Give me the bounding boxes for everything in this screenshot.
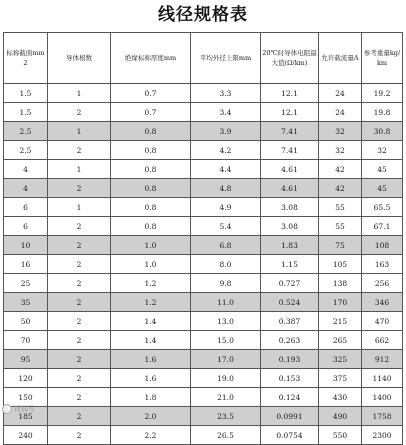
cell-reference-weight: 45 bbox=[362, 179, 403, 198]
cell-outer-diameter: 4.2 bbox=[191, 141, 261, 160]
table-header-row bbox=[4, 33, 403, 84]
cell-outer-diameter: 4.4 bbox=[191, 160, 261, 179]
cell-max-resistance: 0.153 bbox=[261, 369, 319, 388]
cell-conductor-count: 1 bbox=[48, 84, 111, 103]
watermark bbox=[2, 404, 35, 414]
cell-insulation-thickness: 1.6 bbox=[111, 350, 191, 369]
cell-insulation-thickness: 0.8 bbox=[111, 122, 191, 141]
table-row bbox=[4, 122, 403, 141]
cell-current-capacity: 55 bbox=[319, 217, 362, 236]
cell-reference-weight: 30.8 bbox=[362, 122, 403, 141]
cell-insulation-thickness: 0.7 bbox=[111, 103, 191, 122]
cell-current-capacity: 24 bbox=[319, 84, 362, 103]
cell-outer-diameter: 15.0 bbox=[191, 331, 261, 350]
cell-cross-section: 4 bbox=[4, 160, 48, 179]
cell-outer-diameter: 9.8 bbox=[191, 274, 261, 293]
header-max-resistance: 20℃时导体电阻最大值(Ω/km) bbox=[261, 33, 319, 84]
cell-cross-section: 2.5 bbox=[4, 141, 48, 160]
watermark-text: 搜狐号 bbox=[14, 405, 35, 413]
cell-cross-section: 6 bbox=[4, 217, 48, 236]
cell-outer-diameter: 17.0 bbox=[191, 350, 261, 369]
cell-current-capacity: 430 bbox=[319, 388, 362, 407]
cell-current-capacity: 32 bbox=[319, 141, 362, 160]
cell-outer-diameter: 3.9 bbox=[191, 122, 261, 141]
cell-current-capacity: 138 bbox=[319, 274, 362, 293]
table-row bbox=[4, 103, 403, 122]
cell-cross-section: 16 bbox=[4, 255, 48, 274]
cell-max-resistance: 0.263 bbox=[261, 331, 319, 350]
cell-max-resistance: 0.193 bbox=[261, 350, 319, 369]
page-title: 线径规格表 bbox=[158, 5, 248, 25]
cell-max-resistance: 7.41 bbox=[261, 122, 319, 141]
cell-cross-section: 1.5 bbox=[4, 103, 48, 122]
cell-current-capacity: 55 bbox=[319, 198, 362, 217]
cell-insulation-thickness: 1.0 bbox=[111, 255, 191, 274]
header-insulation-thickness: 绝缘标称厚度mm bbox=[111, 33, 191, 84]
cell-reference-weight: 662 bbox=[362, 331, 403, 350]
cell-max-resistance: 3.08 bbox=[261, 217, 319, 236]
cell-insulation-thickness: 0.8 bbox=[111, 217, 191, 236]
table-row bbox=[4, 141, 403, 160]
cell-conductor-count: 2 bbox=[48, 350, 111, 369]
cell-outer-diameter: 3.4 bbox=[191, 103, 261, 122]
cell-reference-weight: 45 bbox=[362, 160, 403, 179]
cell-current-capacity: 170 bbox=[319, 293, 362, 312]
cell-current-capacity: 550 bbox=[319, 426, 362, 445]
cell-conductor-count: 2 bbox=[48, 274, 111, 293]
cell-max-resistance: 1.83 bbox=[261, 236, 319, 255]
cell-insulation-thickness: 0.8 bbox=[111, 160, 191, 179]
cell-insulation-thickness: 1.8 bbox=[111, 388, 191, 407]
cell-current-capacity: 75 bbox=[319, 236, 362, 255]
cell-max-resistance: 0.0754 bbox=[261, 426, 319, 445]
table-row bbox=[4, 407, 403, 426]
cell-outer-diameter: 21.0 bbox=[191, 388, 261, 407]
header-outer-diameter: 平均外径上限mm bbox=[191, 33, 261, 84]
cell-outer-diameter: 13.0 bbox=[191, 312, 261, 331]
cell-reference-weight: 346 bbox=[362, 293, 403, 312]
cell-reference-weight: 1400 bbox=[362, 388, 403, 407]
cell-max-resistance: 12.1 bbox=[261, 84, 319, 103]
header-current-capacity: 允许载流量A bbox=[319, 33, 362, 84]
wire-spec-table bbox=[3, 32, 403, 445]
cell-max-resistance: 4.61 bbox=[261, 160, 319, 179]
cell-conductor-count: 2 bbox=[48, 103, 111, 122]
cell-insulation-thickness: 1.2 bbox=[111, 274, 191, 293]
cell-outer-diameter: 4.8 bbox=[191, 179, 261, 198]
cell-outer-diameter: 19.0 bbox=[191, 369, 261, 388]
table-row bbox=[4, 236, 403, 255]
cell-max-resistance: 0.124 bbox=[261, 388, 319, 407]
cell-insulation-thickness: 0.7 bbox=[111, 84, 191, 103]
cell-cross-section: 35 bbox=[4, 293, 48, 312]
cell-cross-section: 1.5 bbox=[4, 84, 48, 103]
cell-reference-weight: 912 bbox=[362, 350, 403, 369]
cell-cross-section: 10 bbox=[4, 236, 48, 255]
cell-insulation-thickness: 1.2 bbox=[111, 293, 191, 312]
header-conductor-count: 导体根数 bbox=[48, 33, 111, 84]
cell-conductor-count: 2 bbox=[48, 388, 111, 407]
cell-insulation-thickness: 2.2 bbox=[111, 426, 191, 445]
cell-conductor-count: 2 bbox=[48, 331, 111, 350]
watermark-logo-icon bbox=[2, 404, 12, 414]
cell-current-capacity: 375 bbox=[319, 369, 362, 388]
table-row bbox=[4, 84, 403, 103]
table-body bbox=[4, 84, 403, 445]
cell-max-resistance: 4.61 bbox=[261, 179, 319, 198]
table-row bbox=[4, 274, 403, 293]
cell-insulation-thickness: 0.8 bbox=[111, 179, 191, 198]
cell-reference-weight: 19.2 bbox=[362, 84, 403, 103]
cell-reference-weight: 1758 bbox=[362, 407, 403, 426]
table-row bbox=[4, 198, 403, 217]
cell-conductor-count: 2 bbox=[48, 217, 111, 236]
cell-outer-diameter: 11.0 bbox=[191, 293, 261, 312]
cell-outer-diameter: 26.5 bbox=[191, 426, 261, 445]
header-cross-section: 标称截面mm2 bbox=[4, 33, 48, 84]
cell-insulation-thickness: 1.6 bbox=[111, 369, 191, 388]
cell-current-capacity: 105 bbox=[319, 255, 362, 274]
cell-max-resistance: 0.524 bbox=[261, 293, 319, 312]
cell-cross-section: 2.5 bbox=[4, 122, 48, 141]
cell-reference-weight: 108 bbox=[362, 236, 403, 255]
cell-cross-section: 185 bbox=[4, 407, 48, 426]
table-row bbox=[4, 312, 403, 331]
cell-outer-diameter: 4.9 bbox=[191, 198, 261, 217]
cell-conductor-count: 2 bbox=[48, 141, 111, 160]
cell-current-capacity: 325 bbox=[319, 350, 362, 369]
cell-max-resistance: 0.0991 bbox=[261, 407, 319, 426]
cell-reference-weight: 256 bbox=[362, 274, 403, 293]
cell-outer-diameter: 3.3 bbox=[191, 84, 261, 103]
cell-current-capacity: 265 bbox=[319, 331, 362, 350]
cell-insulation-thickness: 1.4 bbox=[111, 312, 191, 331]
table-row bbox=[4, 179, 403, 198]
cell-insulation-thickness: 1.0 bbox=[111, 236, 191, 255]
cell-cross-section: 4 bbox=[4, 179, 48, 198]
table-row bbox=[4, 369, 403, 388]
cell-conductor-count: 1 bbox=[48, 198, 111, 217]
cell-outer-diameter: 8.0 bbox=[191, 255, 261, 274]
cell-conductor-count: 1 bbox=[48, 122, 111, 141]
cell-insulation-thickness: 1.4 bbox=[111, 331, 191, 350]
cell-cross-section: 95 bbox=[4, 350, 48, 369]
cell-current-capacity: 490 bbox=[319, 407, 362, 426]
table-row bbox=[4, 293, 403, 312]
cell-current-capacity: 215 bbox=[319, 312, 362, 331]
cell-reference-weight: 19.8 bbox=[362, 103, 403, 122]
cell-insulation-thickness: 2.0 bbox=[111, 407, 191, 426]
table-row bbox=[4, 388, 403, 407]
table-row bbox=[4, 160, 403, 179]
cell-max-resistance: 0.727 bbox=[261, 274, 319, 293]
cell-conductor-count: 2 bbox=[48, 312, 111, 331]
table-row bbox=[4, 331, 403, 350]
cell-conductor-count: 2 bbox=[48, 407, 111, 426]
cell-reference-weight: 32 bbox=[362, 141, 403, 160]
cell-max-resistance: 3.08 bbox=[261, 198, 319, 217]
cell-conductor-count: 2 bbox=[48, 179, 111, 198]
cell-outer-diameter: 5.4 bbox=[191, 217, 261, 236]
cell-reference-weight: 163 bbox=[362, 255, 403, 274]
table-row bbox=[4, 426, 403, 445]
cell-cross-section: 70 bbox=[4, 331, 48, 350]
cell-conductor-count: 2 bbox=[48, 236, 111, 255]
cell-reference-weight: 67.1 bbox=[362, 217, 403, 236]
cell-conductor-count: 2 bbox=[48, 426, 111, 445]
table-row bbox=[4, 255, 403, 274]
cell-max-resistance: 7.41 bbox=[261, 141, 319, 160]
cell-reference-weight: 2300 bbox=[362, 426, 403, 445]
cell-cross-section: 25 bbox=[4, 274, 48, 293]
cell-cross-section: 6 bbox=[4, 198, 48, 217]
cell-cross-section: 50 bbox=[4, 312, 48, 331]
cell-outer-diameter: 6.8 bbox=[191, 236, 261, 255]
cell-current-capacity: 42 bbox=[319, 179, 362, 198]
cell-max-resistance: 1.15 bbox=[261, 255, 319, 274]
cell-insulation-thickness: 0.8 bbox=[111, 198, 191, 217]
table-row bbox=[4, 350, 403, 369]
cell-conductor-count: 1 bbox=[48, 160, 111, 179]
cell-reference-weight: 1140 bbox=[362, 369, 403, 388]
cell-conductor-count: 2 bbox=[48, 369, 111, 388]
cell-max-resistance: 0.387 bbox=[261, 312, 319, 331]
cell-current-capacity: 42 bbox=[319, 160, 362, 179]
cell-outer-diameter: 23.5 bbox=[191, 407, 261, 426]
cell-conductor-count: 2 bbox=[48, 293, 111, 312]
cell-conductor-count: 2 bbox=[48, 255, 111, 274]
cell-reference-weight: 65.5 bbox=[362, 198, 403, 217]
table-row bbox=[4, 217, 403, 236]
cell-cross-section: 120 bbox=[4, 369, 48, 388]
cell-cross-section: 150 bbox=[4, 388, 48, 407]
cell-insulation-thickness: 0.8 bbox=[111, 141, 191, 160]
cell-current-capacity: 32 bbox=[319, 122, 362, 141]
cell-current-capacity: 24 bbox=[319, 103, 362, 122]
header-reference-weight: 参考重量kg/km bbox=[362, 33, 403, 84]
cell-cross-section: 240 bbox=[4, 426, 48, 445]
cell-max-resistance: 12.1 bbox=[261, 103, 319, 122]
cell-reference-weight: 470 bbox=[362, 312, 403, 331]
